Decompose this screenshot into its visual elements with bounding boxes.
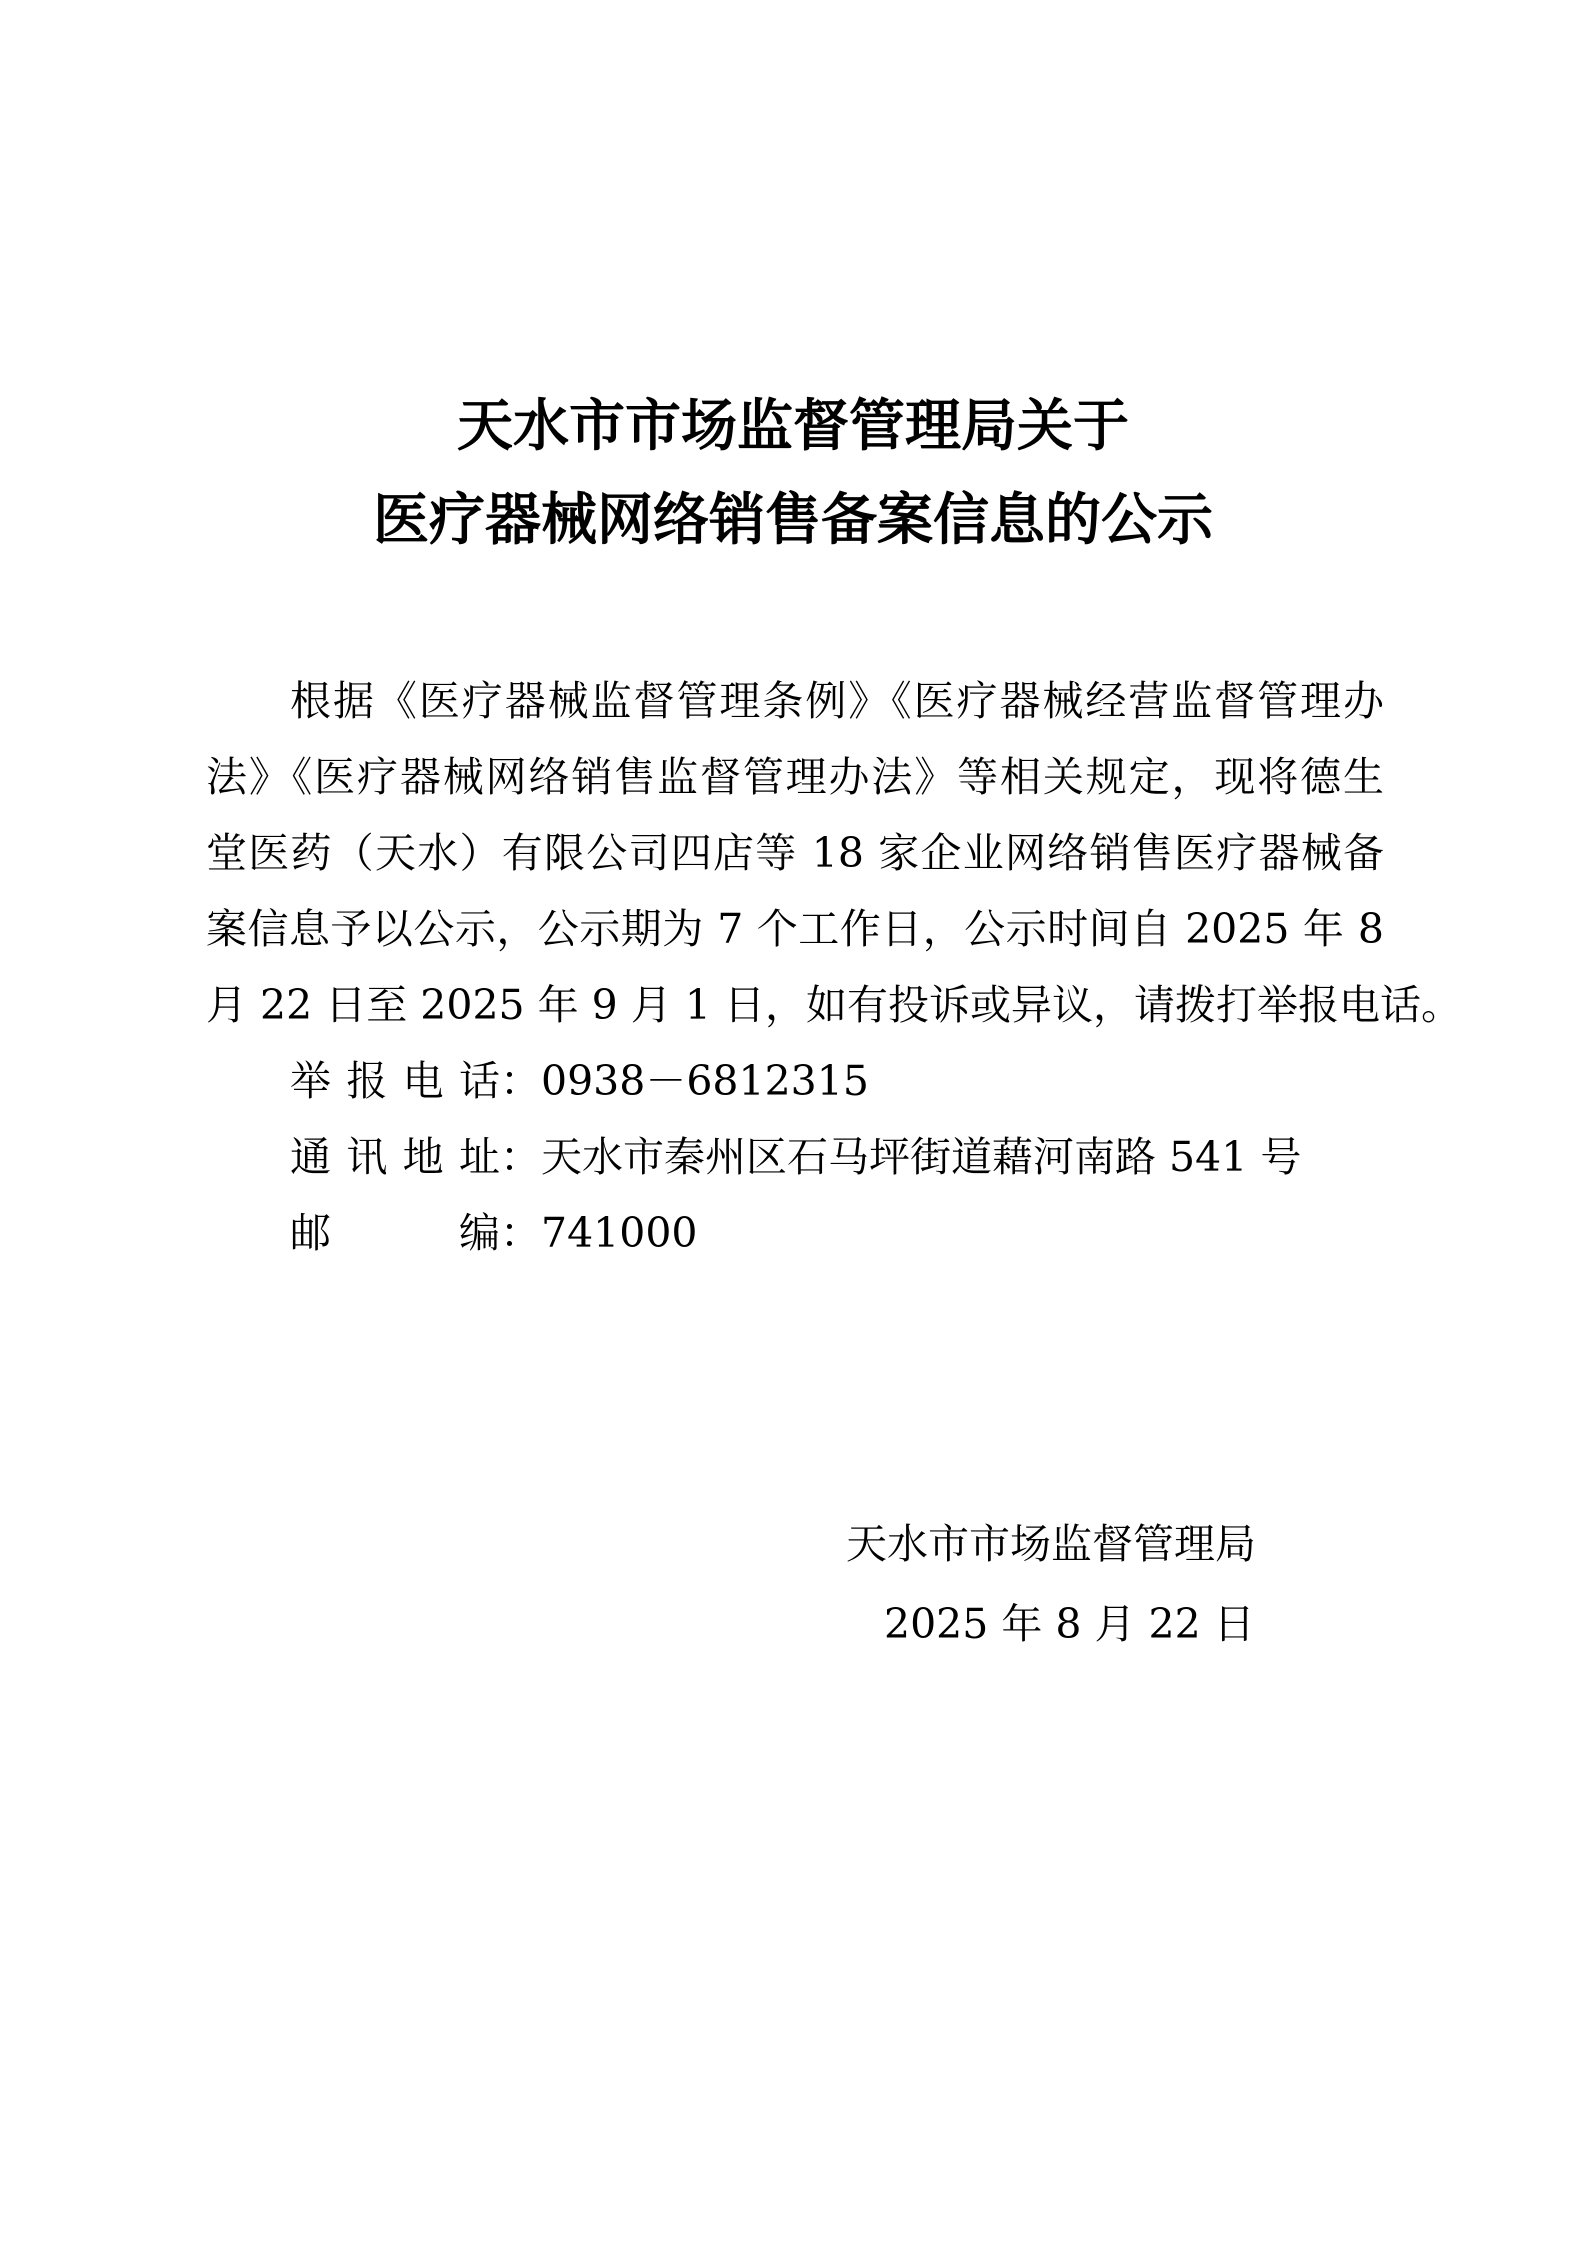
body-paragraph-line: 根据《医疗器械监督管理条例》《医疗器械经营监督管理办 xyxy=(290,677,1384,725)
issuing-organization: 天水市市场监督管理局 xyxy=(846,1520,1256,1568)
report-phone-value: 0938－6812315 xyxy=(541,1057,869,1105)
document-title-line-1: 天水市市场监督管理局关于 xyxy=(457,393,1129,459)
postcode-value: 741000 xyxy=(541,1209,698,1257)
body-paragraph-line: 堂医药（天水）有限公司四店等 18 家企业网络销售医疗器械备 xyxy=(206,829,1384,877)
postcode-line xyxy=(290,1209,698,1257)
postcode-label: 邮编 xyxy=(290,1209,500,1257)
colon: ： xyxy=(500,1133,541,1181)
document-title-line-2: 医疗器械网络销售备案信息的公示 xyxy=(373,487,1213,553)
colon: ： xyxy=(500,1057,541,1105)
mailing-address-label: 通讯地址 xyxy=(290,1133,500,1181)
body-paragraph-line: 案信息予以公示，公示期为 7 个工作日，公示时间自 2025 年 8 xyxy=(206,905,1384,953)
body-paragraph-line: 法》《医疗器械网络销售监督管理办法》等相关规定，现将德生 xyxy=(206,753,1384,801)
colon: ： xyxy=(500,1209,541,1257)
report-phone-line xyxy=(290,1057,869,1105)
body-paragraph-line: 月 22 日至 2025 年 9 月 1 日，如有投诉或异议，请拨打举报电话。 xyxy=(206,981,1462,1029)
issue-date: 2025 年 8 月 22 日 xyxy=(884,1600,1255,1648)
mailing-address-value: 天水市秦州区石马坪街道藉河南路 541 号 xyxy=(541,1133,1302,1181)
mailing-address-line xyxy=(290,1133,1302,1181)
report-phone-label: 举报电话 xyxy=(290,1057,500,1105)
